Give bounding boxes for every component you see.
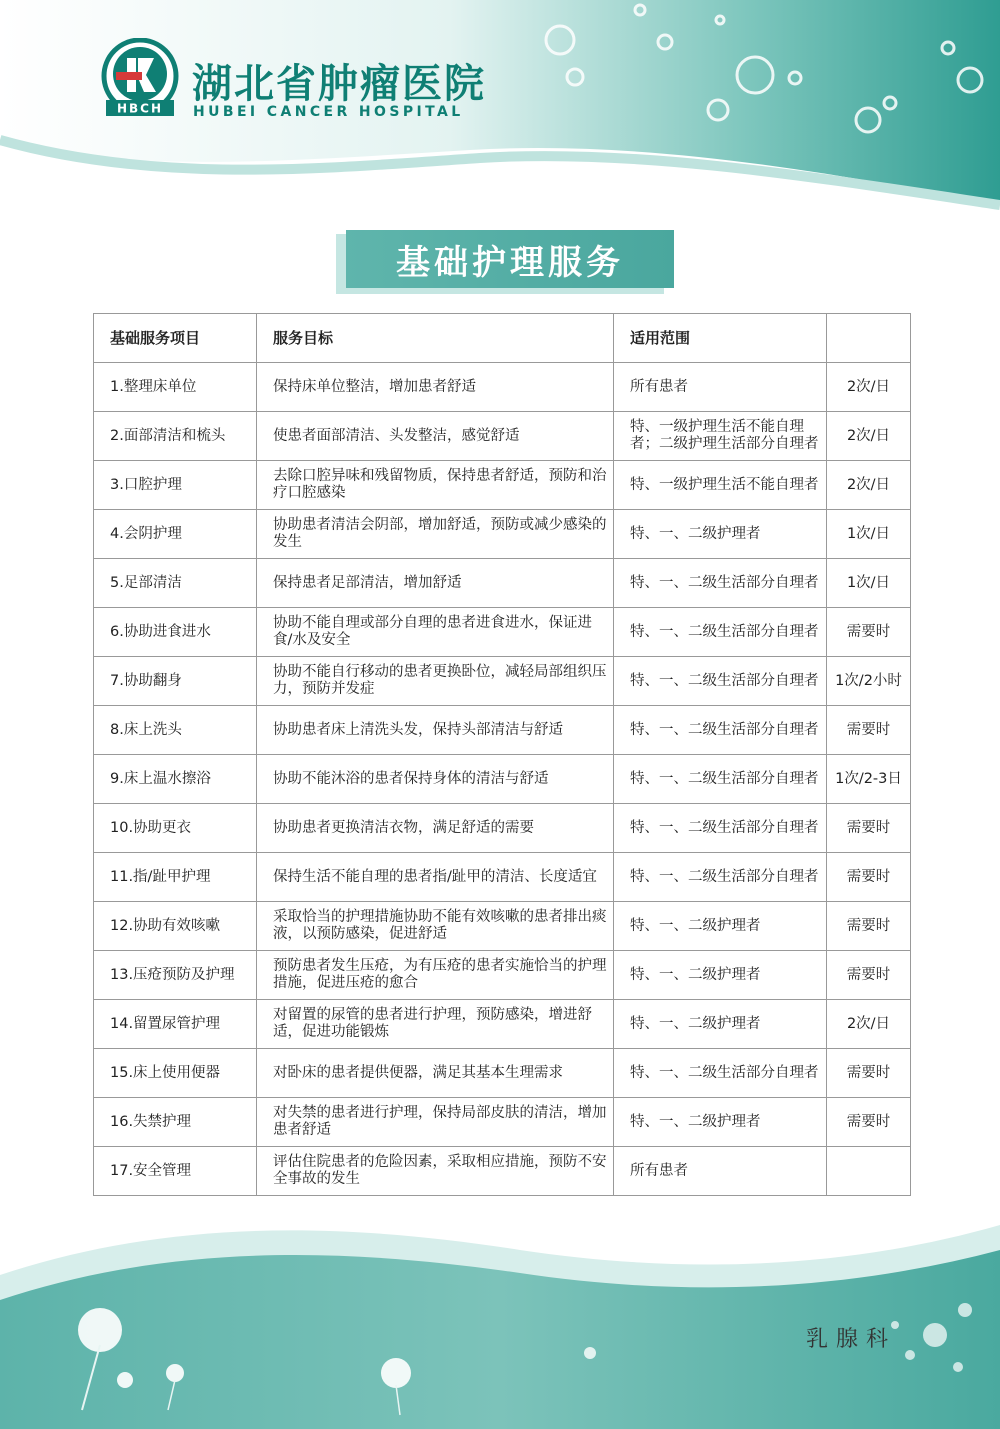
cell-item: 12.协助有效咳嗽 <box>94 902 257 951</box>
cell-item: 8.床上洗头 <box>94 706 257 755</box>
cell-goal: 保持生活不能自理的患者指/趾甲的清洁、长度适宜 <box>257 853 614 902</box>
table-row <box>94 1147 911 1196</box>
table-row <box>94 412 911 461</box>
table-header-row <box>94 314 911 363</box>
cell-frequency: 需要时 <box>827 902 911 951</box>
cell-frequency: 需要时 <box>827 1049 911 1098</box>
cell-scope: 特、一、二级护理者 <box>614 510 827 559</box>
table-row <box>94 363 911 412</box>
cell-goal: 保持患者足部清洁，增加舒适 <box>257 559 614 608</box>
cell-item: 9.床上温水擦浴 <box>94 755 257 804</box>
cell-item: 3.口腔护理 <box>94 461 257 510</box>
cell-item: 6.协助进食进水 <box>94 608 257 657</box>
cell-goal: 协助患者更换清洁衣物，满足舒适的需要 <box>257 804 614 853</box>
cell-item: 17.安全管理 <box>94 1147 257 1196</box>
cell-goal: 协助不能自行移动的患者更换卧位，减轻局部组织压力，预防并发症 <box>257 657 614 706</box>
cell-frequency: 2次/日 <box>827 461 911 510</box>
table-row <box>94 608 911 657</box>
cell-scope: 所有患者 <box>614 363 827 412</box>
cell-item: 10.协助更衣 <box>94 804 257 853</box>
cell-frequency: 1次/日 <box>827 559 911 608</box>
cell-goal: 保持床单位整洁，增加患者舒适 <box>257 363 614 412</box>
cell-item: 11.指/趾甲护理 <box>94 853 257 902</box>
cell-scope: 特、一、二级生活部分自理者 <box>614 804 827 853</box>
logo-text: HBCH <box>116 101 164 116</box>
cell-scope: 特、一、二级护理者 <box>614 1000 827 1049</box>
cell-item: 1.整理床单位 <box>94 363 257 412</box>
cell-frequency: 需要时 <box>827 608 911 657</box>
cell-item: 2.面部清洁和梳头 <box>94 412 257 461</box>
table-row <box>94 1000 911 1049</box>
cell-scope: 特、一级护理生活不能自理者；二级护理生活部分自理者 <box>614 412 827 461</box>
table-row <box>94 853 911 902</box>
cell-goal: 协助患者清洁会阴部，增加舒适，预防或减少感染的发生 <box>257 510 614 559</box>
cell-scope: 特、一、二级生活部分自理者 <box>614 559 827 608</box>
services-table <box>93 313 911 1196</box>
cell-item: 4.会阴护理 <box>94 510 257 559</box>
cell-goal: 预防患者发生压疮，为有压疮的患者实施恰当的护理措施，促进压疮的愈合 <box>257 951 614 1000</box>
cell-frequency: 需要时 <box>827 853 911 902</box>
cell-scope: 特、一、二级生活部分自理者 <box>614 657 827 706</box>
cell-scope: 特、一、二级护理者 <box>614 1098 827 1147</box>
cell-goal: 协助患者床上清洗头发，保持头部清洁与舒适 <box>257 706 614 755</box>
footer-background <box>0 1205 1000 1429</box>
hospital-name-en: HUBEI CANCER HOSPITAL <box>193 104 464 120</box>
table-row <box>94 1098 911 1147</box>
cell-frequency: 1次/日 <box>827 510 911 559</box>
cell-scope: 特、一、二级护理者 <box>614 902 827 951</box>
cell-goal: 对卧床的患者提供便器，满足其基本生理需求 <box>257 1049 614 1098</box>
table-row <box>94 755 911 804</box>
cell-item: 16.失禁护理 <box>94 1098 257 1147</box>
header-goal: 服务目标 <box>257 314 614 363</box>
cell-goal: 去除口腔异味和残留物质，保持患者舒适，预防和治疗口腔感染 <box>257 461 614 510</box>
table-row <box>94 510 911 559</box>
cell-frequency: 1次/2-3日 <box>827 755 911 804</box>
header-frequency <box>827 314 911 363</box>
cell-scope: 特、一、二级生活部分自理者 <box>614 755 827 804</box>
hospital-logo-icon <box>100 38 180 118</box>
table-row <box>94 1049 911 1098</box>
cell-frequency: 1次/2小时 <box>827 657 911 706</box>
department-label: 乳腺科 <box>806 1327 897 1352</box>
cell-item: 15.床上使用便器 <box>94 1049 257 1098</box>
page-title: 基础护理服务 <box>346 230 674 288</box>
cell-frequency: 2次/日 <box>827 412 911 461</box>
cell-goal: 协助不能沐浴的患者保持身体的清洁与舒适 <box>257 755 614 804</box>
table-row <box>94 706 911 755</box>
cell-goal: 使患者面部清洁、头发整洁，感觉舒适 <box>257 412 614 461</box>
cell-scope: 特、一、二级护理者 <box>614 951 827 1000</box>
table-row <box>94 461 911 510</box>
header-item: 基础服务项目 <box>94 314 257 363</box>
cell-goal: 评估住院患者的危险因素，采取相应措施，预防不安全事故的发生 <box>257 1147 614 1196</box>
cell-frequency: 需要时 <box>827 706 911 755</box>
cell-frequency <box>827 1147 911 1196</box>
cell-goal: 对失禁的患者进行护理，保持局部皮肤的清洁，增加患者舒适 <box>257 1098 614 1147</box>
cell-scope: 特、一、二级生活部分自理者 <box>614 1049 827 1098</box>
hospital-name-cn: 湖北省肿瘤医院 <box>192 61 486 107</box>
cell-frequency: 需要时 <box>827 804 911 853</box>
cell-goal: 对留置的尿管的患者进行护理，预防感染，增进舒适，促进功能锻炼 <box>257 1000 614 1049</box>
cell-scope: 特、一级护理生活不能自理者 <box>614 461 827 510</box>
cell-scope: 所有患者 <box>614 1147 827 1196</box>
table-row <box>94 657 911 706</box>
cell-item: 13.压疮预防及护理 <box>94 951 257 1000</box>
cell-frequency: 2次/日 <box>827 1000 911 1049</box>
cell-goal: 协助不能自理或部分自理的患者进食进水，保证进食/水及安全 <box>257 608 614 657</box>
cell-scope: 特、一、二级生活部分自理者 <box>614 853 827 902</box>
table-row <box>94 951 911 1000</box>
table-row <box>94 804 911 853</box>
cell-item: 7.协助翻身 <box>94 657 257 706</box>
cell-scope: 特、一、二级生活部分自理者 <box>614 608 827 657</box>
cell-goal: 采取恰当的护理措施协助不能有效咳嗽的患者排出痰液，以预防感染，促进舒适 <box>257 902 614 951</box>
table-row <box>94 902 911 951</box>
header-scope: 适用范围 <box>614 314 827 363</box>
cell-frequency: 需要时 <box>827 1098 911 1147</box>
cell-scope: 特、一、二级生活部分自理者 <box>614 706 827 755</box>
cell-item: 14.留置尿管护理 <box>94 1000 257 1049</box>
cell-frequency: 2次/日 <box>827 363 911 412</box>
cell-item: 5.足部清洁 <box>94 559 257 608</box>
table-row <box>94 559 911 608</box>
cell-frequency: 需要时 <box>827 951 911 1000</box>
